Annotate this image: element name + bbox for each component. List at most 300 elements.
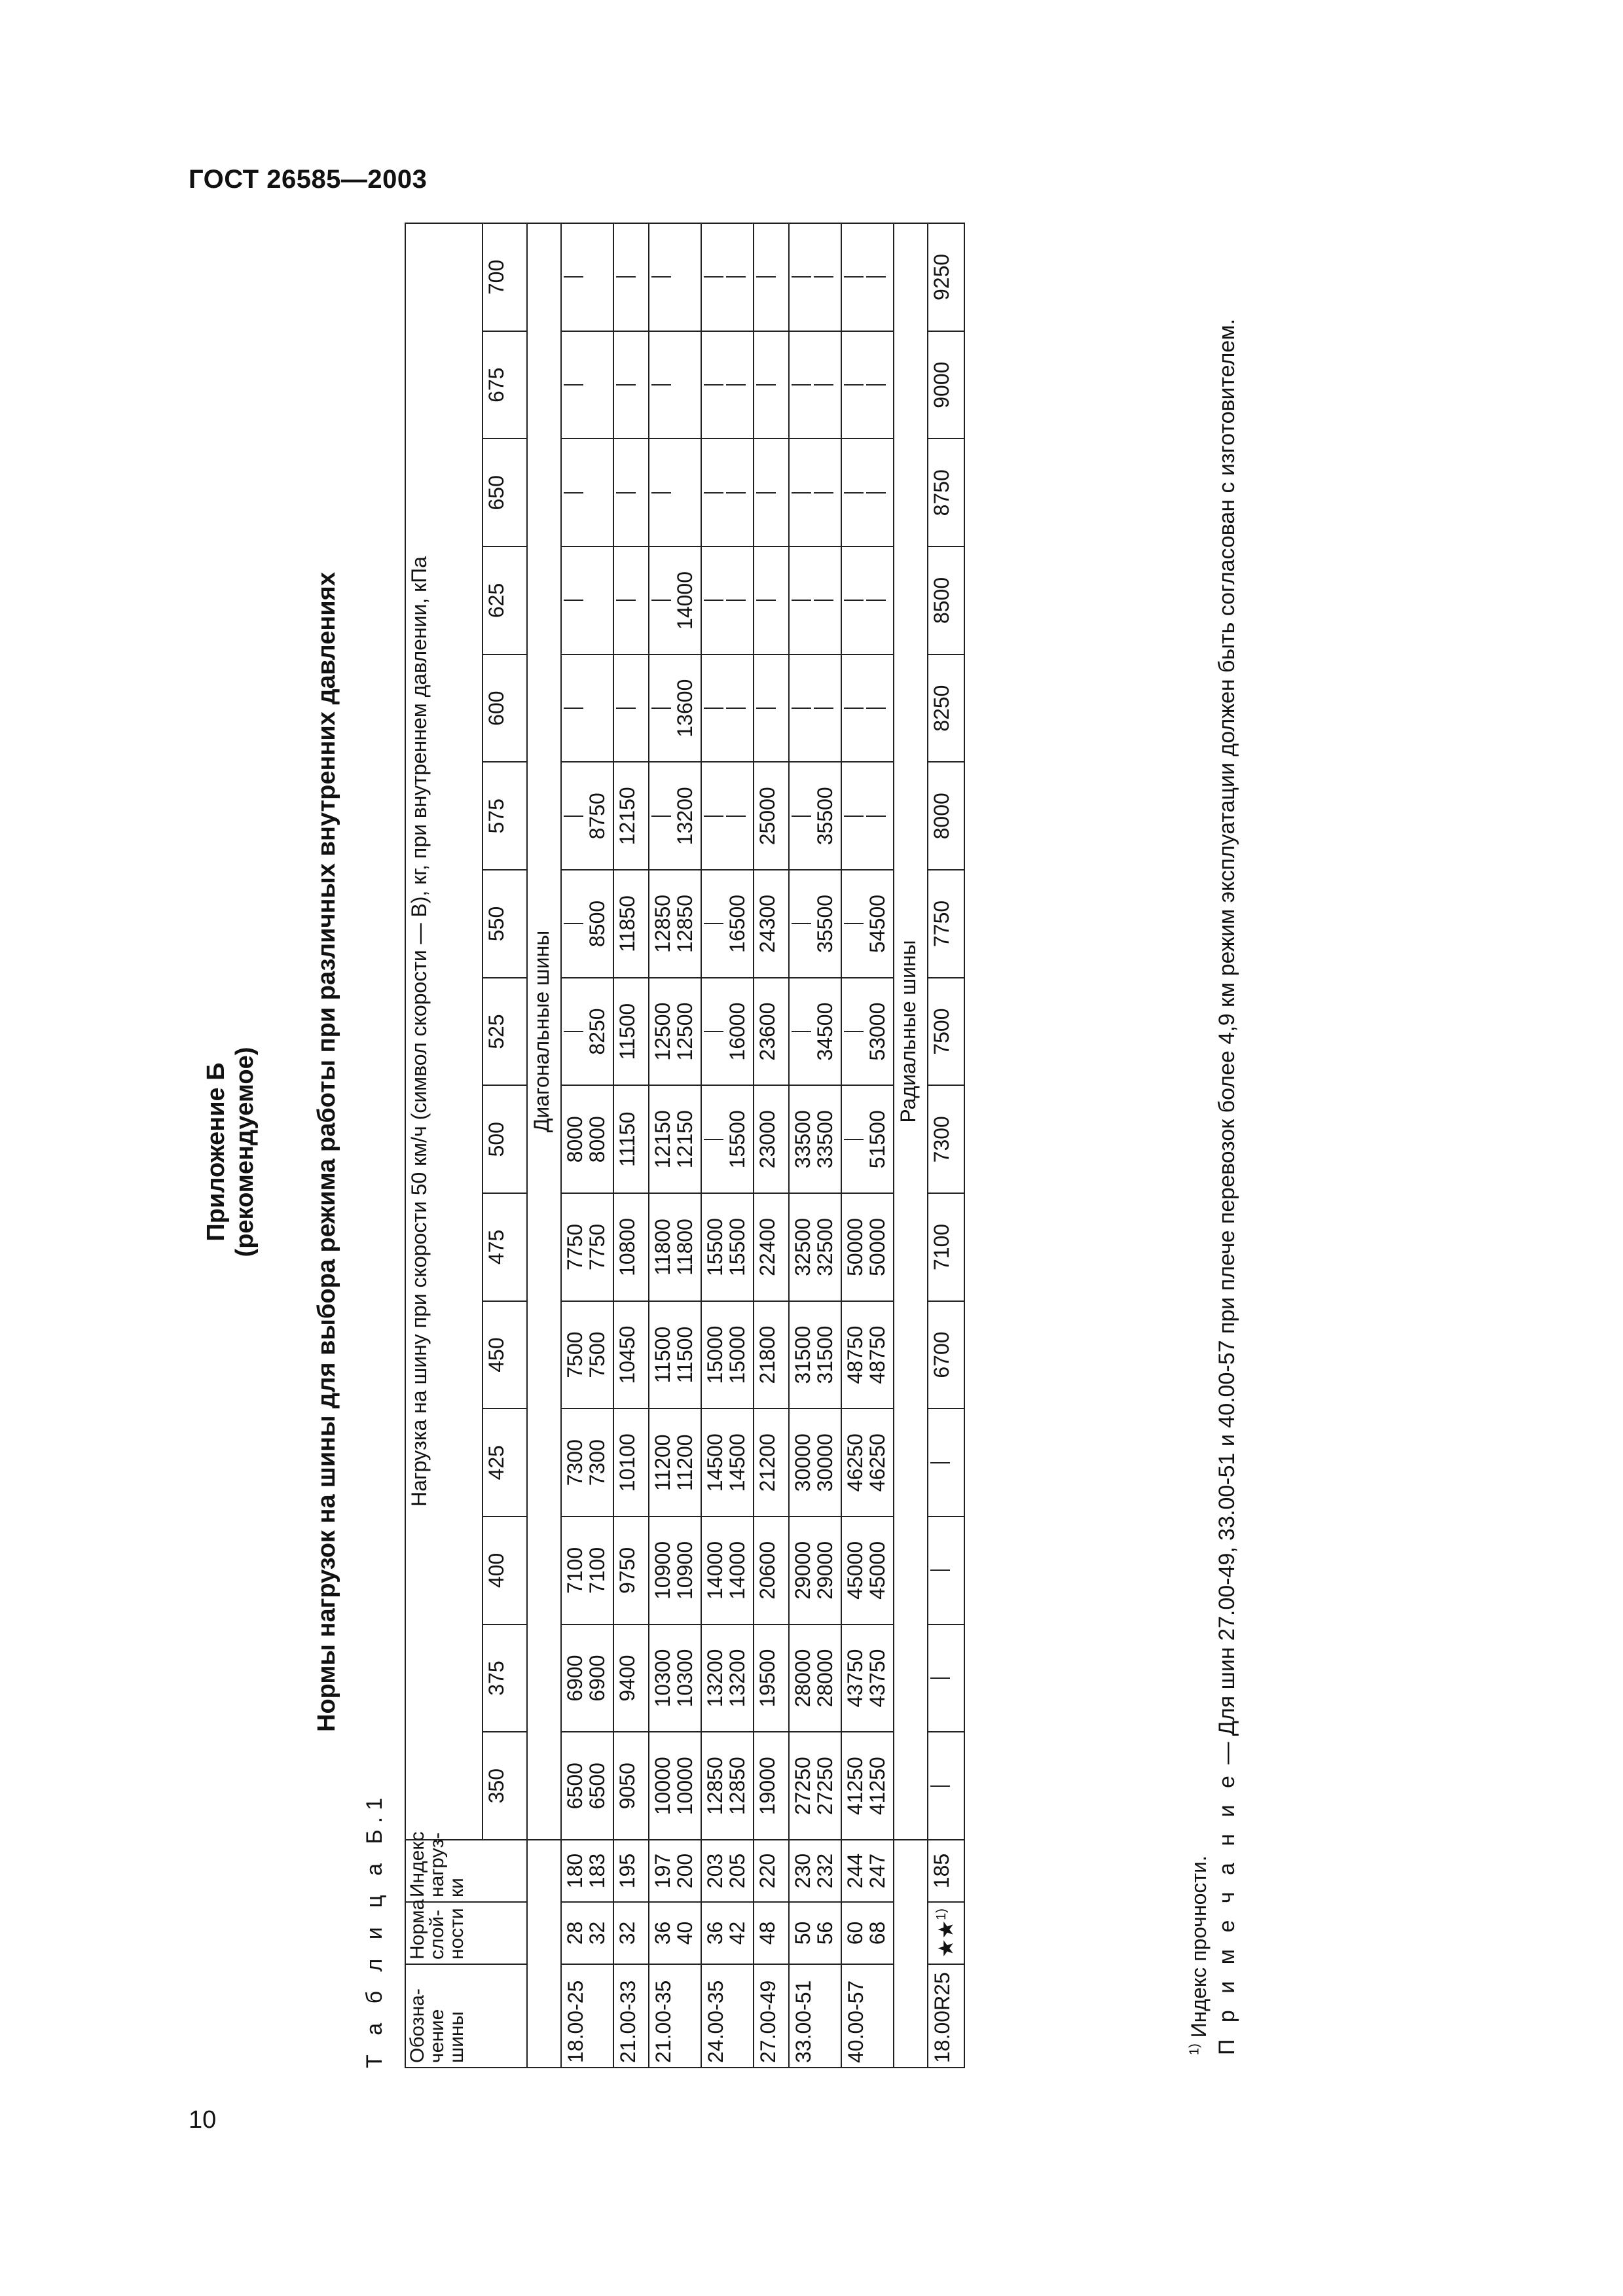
cell-value: 11500 — [673, 1326, 697, 1384]
load-cell — [649, 1085, 701, 1193]
dash-line — [616, 600, 636, 601]
load-cell — [649, 331, 701, 439]
pressure-col-350: 350 — [483, 1732, 527, 1840]
dash-mark — [704, 1090, 726, 1189]
dash-line — [792, 923, 811, 924]
cell-value: 14000 — [725, 1541, 749, 1600]
table-row — [754, 223, 789, 2068]
dash-mark — [844, 982, 866, 1081]
dash-line — [651, 492, 671, 493]
cell-value: 13600 — [673, 679, 697, 738]
tire-designation: 24.00-35 — [701, 1964, 754, 2068]
dash-line — [726, 600, 746, 601]
col-head-designation: Обозна- чение шины — [405, 1964, 527, 2068]
table-row — [561, 223, 613, 2068]
load-cell — [649, 1193, 701, 1301]
cell-value: 13200 — [703, 1649, 727, 1708]
dash-line — [564, 600, 583, 601]
cell-value: 45000 — [843, 1541, 867, 1600]
dash-mark — [726, 659, 748, 758]
table-row — [649, 223, 701, 2068]
load-cell — [754, 762, 789, 870]
dash-mark — [564, 874, 586, 973]
dash-mark — [616, 659, 638, 758]
group-spacer — [527, 1840, 561, 2068]
cell-value: 33500 — [813, 1110, 837, 1169]
table-row — [928, 223, 964, 2068]
cell-value: 6900 — [585, 1655, 609, 1702]
cell-value: 15500 — [725, 1217, 749, 1276]
cell-value: 10300 — [673, 1649, 697, 1708]
cell-value: 7750 — [563, 1223, 587, 1270]
load-cell — [561, 1624, 613, 1732]
load-cell — [841, 439, 894, 547]
footnote — [1187, 1856, 1211, 2055]
dash-line — [844, 1031, 864, 1032]
dash-line — [844, 276, 864, 278]
dash-line — [726, 708, 746, 709]
load-cell — [754, 1516, 789, 1624]
pressure-col-525: 525 — [483, 978, 527, 1086]
pressure-col-475: 475 — [483, 1193, 527, 1301]
ply-rating: 32 — [613, 1902, 649, 1964]
dash-line — [704, 492, 723, 493]
load-cell — [754, 978, 789, 1086]
load-cell — [649, 762, 701, 870]
load-cell — [928, 1624, 964, 1732]
dash-mark — [704, 874, 726, 973]
cell-value: 33500 — [791, 1110, 814, 1169]
load-cell — [561, 439, 613, 547]
dash-line — [930, 1677, 950, 1679]
table-row — [789, 223, 841, 2068]
col-head-index: Индекс нагруз- ки — [405, 1840, 527, 1902]
col-head-group: Нагрузка на шину при скорости 50 км/ч (символ скорости — В), кг, при внутреннем давлении, кПа — [405, 223, 483, 1840]
dash-line — [616, 492, 636, 493]
load-cell — [613, 439, 649, 547]
cell-value: 15000 — [703, 1325, 727, 1384]
dash-mark — [704, 551, 726, 650]
load-cell — [649, 655, 701, 762]
cell-value: 21200 — [756, 1433, 779, 1492]
load-cell — [928, 762, 964, 870]
dash-line — [756, 384, 776, 386]
dash-mark — [756, 659, 778, 758]
cell-value: 31500 — [791, 1325, 814, 1384]
table-row — [701, 223, 754, 2068]
dash-line — [726, 384, 746, 386]
dash-line — [564, 708, 583, 709]
load-cell — [789, 1408, 841, 1516]
load-table — [405, 223, 965, 2068]
load-cell — [701, 762, 754, 870]
dash-line — [756, 708, 776, 709]
cell-value: 19500 — [756, 1649, 779, 1708]
load-cell — [928, 1301, 964, 1409]
cell-value: 13200 — [725, 1649, 749, 1708]
load-cell — [789, 1301, 841, 1409]
load-cell — [789, 870, 841, 978]
dash-mark — [866, 228, 888, 327]
cell-value: 8000 — [563, 1116, 587, 1163]
table-row — [841, 223, 894, 2068]
dash-mark — [844, 228, 866, 327]
load-cell — [701, 1301, 754, 1409]
ply-rating: 60 68 — [841, 1902, 894, 1964]
load-cell — [754, 1301, 789, 1409]
cell-value: 7750 — [585, 1223, 609, 1270]
cell-value: 11500 — [651, 1326, 674, 1384]
load-cell — [561, 1085, 613, 1193]
dash-line — [930, 1570, 950, 1571]
dash-line — [792, 600, 811, 601]
cell-value: 8500 — [930, 577, 953, 624]
dash-line — [792, 492, 811, 493]
cell-value: 29000 — [791, 1541, 814, 1600]
dash-mark — [844, 1090, 866, 1189]
cell-value: 10800 — [615, 1217, 639, 1276]
cell-value: 9000 — [930, 361, 953, 408]
section-radial — [894, 223, 928, 2068]
dash-line — [564, 1031, 583, 1032]
dash-mark — [704, 659, 726, 758]
load-cell — [841, 1085, 894, 1193]
cell-value: 12150 — [651, 1110, 674, 1169]
load-cell — [754, 1732, 789, 1840]
cell-value: 11500 — [615, 1003, 639, 1060]
load-cell — [561, 1193, 613, 1301]
load-cell — [649, 1301, 701, 1409]
load-cell — [561, 331, 613, 439]
load-cell — [561, 1408, 613, 1516]
page-number: 10 — [189, 2106, 217, 2134]
load-cell — [561, 223, 613, 331]
cell-value: 10300 — [651, 1649, 674, 1708]
load-cell — [561, 655, 613, 762]
dash-mark — [726, 766, 748, 865]
note-label: П р и м е ч а н и е — [1214, 1770, 1239, 2055]
dash-line — [726, 816, 746, 817]
cell-value: 14500 — [703, 1433, 727, 1492]
footnote-text: Индекс прочности. — [1187, 1856, 1211, 2038]
cell-value: 46250 — [866, 1433, 889, 1492]
cell-value: 12500 — [651, 1002, 674, 1061]
cell-value: 12850 — [725, 1757, 749, 1816]
load-cell — [701, 439, 754, 547]
cell-value: 7500 — [563, 1331, 587, 1378]
dash-line — [704, 384, 723, 386]
table-title: Нормы нагрузок на шины для выбора режима работы при различных внутренних давлениях — [313, 572, 340, 1732]
dash-line — [564, 816, 583, 817]
rotated-content — [189, 223, 1267, 2081]
cell-value: 8500 — [585, 900, 609, 948]
dash-line — [704, 816, 723, 817]
dash-line — [844, 1139, 864, 1140]
cell-value: 12850 — [673, 894, 697, 953]
dash-line — [866, 276, 886, 278]
cell-value: 19000 — [756, 1757, 779, 1816]
load-cell — [789, 223, 841, 331]
cell-value: 41250 — [866, 1757, 889, 1816]
cell-value: 10900 — [673, 1541, 697, 1600]
load-cell — [613, 978, 649, 1086]
load-cell — [649, 223, 701, 331]
cell-value: 10000 — [651, 1757, 674, 1816]
pressure-col-500: 500 — [483, 1085, 527, 1193]
cell-value: 12850 — [651, 894, 674, 953]
load-cell — [928, 978, 964, 1086]
dash-line — [651, 276, 671, 278]
cell-value: 8000 — [585, 1116, 609, 1163]
dash-mark — [651, 659, 674, 758]
dash-line — [704, 708, 723, 709]
dash-mark — [726, 228, 748, 327]
cell-value: 43750 — [866, 1649, 889, 1708]
cell-value: 51500 — [866, 1110, 889, 1169]
pressure-col-375: 375 — [483, 1624, 527, 1732]
dash-mark — [930, 1521, 953, 1620]
load-cell — [928, 331, 964, 439]
tire-designation: 21.00-33 — [613, 1964, 649, 2068]
cell-value: 12150 — [673, 1110, 697, 1169]
load-cell — [841, 1624, 894, 1732]
cell-value: 15500 — [703, 1217, 727, 1276]
load-cell — [613, 331, 649, 439]
cell-value: 25000 — [756, 787, 779, 846]
dash-mark — [814, 228, 836, 327]
load-cell — [841, 1732, 894, 1840]
load-cell — [841, 655, 894, 762]
dash-mark — [792, 982, 814, 1081]
load-cell — [613, 1301, 649, 1409]
cell-value: 28000 — [813, 1649, 837, 1708]
dash-mark — [814, 551, 836, 650]
table-label: Т а б л и ц а Б.1 — [362, 1791, 387, 2068]
dash-mark — [651, 551, 674, 650]
appendix-status: (рекомендуемое) — [231, 1047, 259, 1257]
pressure-col-550: 550 — [483, 870, 527, 978]
dash-line — [704, 276, 723, 278]
dash-mark — [866, 443, 888, 542]
cell-value: 10450 — [615, 1325, 639, 1384]
load-cell — [561, 1516, 613, 1624]
dash-mark — [616, 443, 638, 542]
cell-value: 16000 — [725, 1002, 749, 1061]
ply-rating: 28 32 — [561, 1902, 613, 1964]
dash-mark — [756, 336, 778, 435]
cell-value: 6500 — [585, 1763, 609, 1810]
load-cell — [841, 1301, 894, 1409]
load-cell — [841, 547, 894, 655]
cell-value: 27250 — [813, 1757, 837, 1816]
dash-line — [866, 384, 886, 386]
cell-value: 7100 — [563, 1547, 587, 1594]
cell-value: 10100 — [615, 1433, 639, 1492]
cell-value: 34500 — [813, 1002, 837, 1061]
pressure-col-700: 700 — [483, 223, 527, 331]
dash-line — [616, 276, 636, 278]
dash-mark — [651, 336, 674, 435]
cell-value: 15000 — [725, 1325, 749, 1384]
load-cell — [613, 762, 649, 870]
load-cell — [649, 978, 701, 1086]
load-cell — [561, 978, 613, 1086]
cell-value: 50000 — [843, 1217, 867, 1276]
load-cell — [613, 1624, 649, 1732]
load-cell — [928, 870, 964, 978]
dash-line — [814, 384, 833, 386]
group-label: Радиальные шины — [894, 223, 928, 1840]
load-index: 197 200 — [649, 1840, 701, 1902]
load-cell — [841, 1516, 894, 1624]
load-cell — [841, 223, 894, 331]
cell-value: 30000 — [813, 1433, 837, 1492]
pressure-col-600: 600 — [483, 655, 527, 762]
cell-value: 7300 — [585, 1439, 609, 1486]
dash-line — [866, 600, 886, 601]
dash-mark — [792, 336, 814, 435]
dash-mark — [792, 551, 814, 650]
dash-line — [651, 708, 671, 709]
cell-value: 14500 — [725, 1433, 749, 1492]
load-cell — [561, 1301, 613, 1409]
load-cell — [561, 1732, 613, 1840]
dash-line — [704, 1031, 723, 1032]
cell-value: 6900 — [563, 1655, 587, 1702]
pressure-col-675: 675 — [483, 331, 527, 439]
cell-value: 11800 — [651, 1219, 674, 1276]
dash-line — [651, 384, 671, 386]
dash-mark — [866, 766, 888, 865]
load-cell — [754, 870, 789, 978]
appendix-title: Приложение Б — [202, 1062, 230, 1242]
section-bias — [527, 223, 561, 2068]
pressure-col-575: 575 — [483, 762, 527, 870]
load-cell — [649, 1732, 701, 1840]
dash-mark — [930, 1413, 953, 1512]
dash-mark — [756, 551, 778, 650]
load-index: 230 232 — [789, 1840, 841, 1902]
load-cell — [613, 1085, 649, 1193]
cell-value: 9050 — [615, 1763, 639, 1810]
cell-value: 11200 — [651, 1434, 674, 1492]
cell-value: 11800 — [673, 1219, 697, 1276]
dash-mark — [844, 874, 866, 973]
dash-line — [756, 276, 776, 278]
dash-line — [756, 492, 776, 493]
cell-value: 48750 — [843, 1325, 867, 1384]
load-cell — [649, 870, 701, 978]
dash-mark — [792, 766, 814, 865]
cell-value: 9250 — [930, 253, 953, 300]
cell-value: 53000 — [866, 1002, 889, 1061]
ply-rating: ★★$^{1)}$ — [928, 1902, 964, 1964]
dash-mark — [616, 228, 638, 327]
load-index: 244 247 — [841, 1840, 894, 1902]
dash-mark — [866, 336, 888, 435]
dash-mark — [814, 659, 836, 758]
dash-mark — [704, 228, 726, 327]
load-cell — [649, 1516, 701, 1624]
dash-line — [792, 384, 811, 386]
dash-line — [616, 384, 636, 386]
load-index: 220 — [754, 1840, 789, 1902]
load-cell — [561, 547, 613, 655]
dash-mark — [930, 1736, 953, 1835]
cell-value: 14000 — [703, 1541, 727, 1600]
dash-mark — [792, 659, 814, 758]
load-cell — [789, 1085, 841, 1193]
pressure-col-400: 400 — [483, 1516, 527, 1624]
load-cell — [754, 223, 789, 331]
load-index: 203 205 — [701, 1840, 754, 1902]
load-cell — [701, 1193, 754, 1301]
cell-value: 7100 — [930, 1223, 953, 1270]
pressure-col-450: 450 — [483, 1301, 527, 1409]
dash-mark — [651, 228, 674, 327]
load-cell — [701, 978, 754, 1086]
cell-value: 22400 — [756, 1217, 779, 1276]
dash-line — [792, 276, 811, 278]
dash-line — [704, 923, 723, 924]
load-cell — [754, 1408, 789, 1516]
tire-designation: 40.00-57 — [841, 1964, 894, 2068]
load-cell — [613, 223, 649, 331]
tire-designation: 33.00-51 — [789, 1964, 841, 2068]
dash-mark — [564, 228, 586, 327]
cell-value: 8250 — [930, 685, 953, 732]
load-cell — [701, 655, 754, 762]
footnote-ref: 1) — [934, 1908, 949, 1920]
dash-line — [651, 600, 671, 601]
load-cell — [789, 1732, 841, 1840]
load-cell — [754, 1085, 789, 1193]
ply-rating: 36 40 — [649, 1902, 701, 1964]
pressure-col-650: 650 — [483, 439, 527, 547]
load-cell — [649, 439, 701, 547]
load-cell — [701, 1624, 754, 1732]
load-cell — [649, 547, 701, 655]
cell-value: 7300 — [930, 1116, 953, 1163]
load-cell — [613, 1193, 649, 1301]
group-spacer — [894, 1840, 928, 2068]
cell-value: 23600 — [756, 1002, 779, 1061]
load-cell — [701, 1516, 754, 1624]
dash-mark — [704, 443, 726, 542]
load-index: 180 183 — [561, 1840, 613, 1902]
cell-value: 7300 — [563, 1439, 587, 1486]
dash-line — [792, 708, 811, 709]
document-id: ГОСТ 26585—2003 — [189, 165, 428, 194]
load-cell — [701, 223, 754, 331]
dash-mark — [564, 766, 586, 865]
pressure-col-625: 625 — [483, 547, 527, 655]
cell-value: 8750 — [585, 793, 609, 840]
load-cell — [928, 439, 964, 547]
cell-value: 16500 — [725, 894, 749, 953]
dash-line — [866, 816, 886, 817]
appendix-heading — [202, 223, 259, 2081]
cell-value: 35500 — [813, 787, 837, 846]
cell-value: 54500 — [866, 894, 889, 953]
group-label: Диагональные шины — [527, 223, 561, 1840]
dash-mark — [792, 874, 814, 973]
load-cell — [561, 762, 613, 870]
dash-mark — [564, 551, 586, 650]
load-index: 185 — [928, 1840, 964, 1902]
dash-line — [704, 600, 723, 601]
dash-mark — [564, 659, 586, 758]
